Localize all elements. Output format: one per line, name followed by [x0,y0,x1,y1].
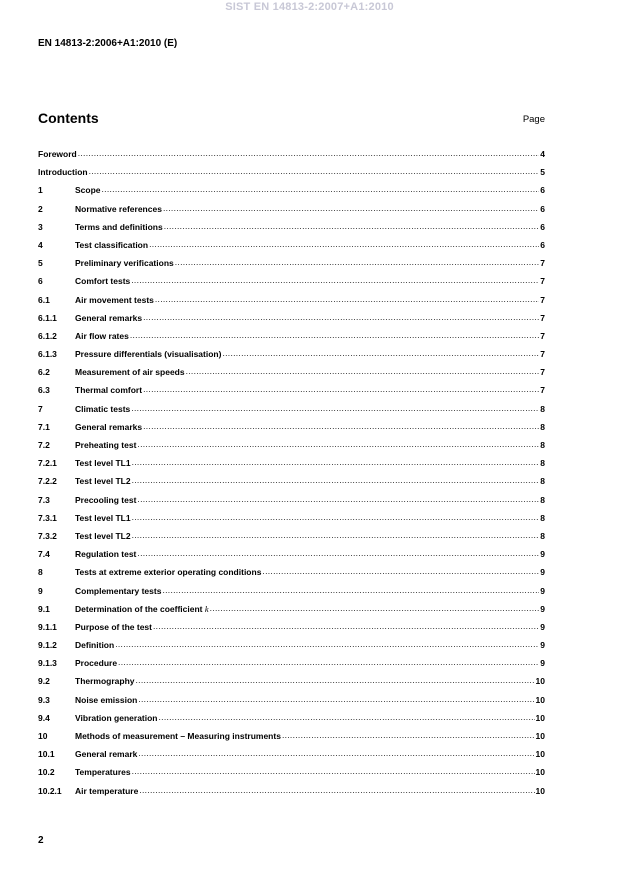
toc-entry[interactable] [38,331,545,349]
toc-section-title [75,476,131,486]
toc-entry[interactable] [38,658,545,676]
page-column-label: Page [522,114,545,125]
toc-title-text: Temperatures [75,767,131,778]
toc-section-title [75,331,129,341]
toc-page-number: 6 [540,185,545,196]
toc-page-number: 8 [540,458,545,469]
toc-section-title [75,531,131,541]
toc-entry[interactable] [38,404,545,422]
toc-section-number: 9.1.1 [38,621,57,632]
toc-section-number: 4 [38,239,43,250]
toc-section-title [75,385,142,395]
toc-section-title [75,713,158,723]
toc-page-number: 9 [540,658,545,669]
toc-page-number: 8 [540,440,545,450]
toc-section-number: 9.3 [38,694,50,705]
toc-section-number: 6.1 [38,294,50,305]
toc-page-number: 8 [540,476,545,487]
toc-dot-leader [131,275,539,285]
toc-title-text: Scope [75,185,101,196]
toc-section-number: 6 [38,276,43,287]
toc-section-title [75,367,185,377]
toc-dot-leader [136,675,535,685]
toc-entry[interactable] [38,531,545,549]
toc-section-title [75,676,135,686]
toc-section-title [75,513,131,523]
toc-page-number: 10 [535,676,545,687]
toc-section-number: 9 [38,585,43,596]
toc-entry[interactable] [38,349,545,367]
toc-entry[interactable] [38,367,545,385]
toc-page-number: 7 [540,258,545,269]
toc-section-number: 7.3.2 [38,530,57,541]
toc-section-number: 1 [38,185,43,196]
toc-title-text: Air movement tests [75,294,154,305]
toc-entry[interactable] [38,676,545,694]
toc-page-number: 9 [540,603,545,614]
toc-page-number: 6 [540,203,545,214]
toc-dot-leader [118,657,539,667]
toc-section-title [75,458,131,468]
toc-dot-leader [186,366,540,376]
toc-entry[interactable] [38,495,545,513]
toc-page-number: 8 [540,403,545,414]
toc-page-number: 7 [540,312,545,323]
toc-dot-leader [153,621,539,631]
toc-title-text: Vibration generation [75,712,158,723]
toc-dot-leader [137,494,539,504]
toc-page-number: 6 [540,239,545,250]
toc-title-text: Test level TL1 [75,512,131,523]
toc-dot-leader [262,566,539,576]
toc-page-number: 10 [535,694,545,705]
toc-page-number: 6 [540,221,545,232]
toc-section-number: 3 [38,221,43,232]
toc-title-text: Purpose of the test [75,621,152,632]
toc-section-number: 7 [38,403,43,414]
toc-title-text: Regulation test [75,549,137,560]
toc-title-text: Measurement of air speeds [75,367,185,378]
toc-page-number: 10 [535,749,545,760]
toc-dot-leader [143,421,539,431]
toc-entry[interactable] [38,149,545,167]
toc-page-number: 7 [540,330,545,341]
toc-section-title [75,258,174,268]
toc-section-title [75,185,101,195]
toc-title-text: Test level TL2 [75,530,131,541]
toc-dot-leader [132,457,540,467]
toc-entry[interactable] [38,385,545,403]
toc-section-number: 7.1 [38,421,50,432]
toc-section-title [75,404,130,414]
toc-section-title [38,149,77,159]
toc-section-title [75,731,281,741]
toc-dot-leader [78,148,540,158]
toc-entry[interactable] [38,476,545,494]
toc-dot-leader [137,548,539,558]
toc-page-number: 9 [540,621,545,632]
toc-entry[interactable] [38,295,545,313]
toc-entry[interactable] [38,204,545,222]
toc-section-title [75,313,142,323]
toc-title-text: Thermal comfort [75,385,143,396]
toc-dot-leader [149,239,539,249]
toc-title-text: Climatic tests [75,403,131,414]
toc-page-number: 8 [540,530,545,541]
toc-dot-leader [162,585,539,595]
toc-title-text: Test level TL1 [75,458,131,469]
toc-entry[interactable] [38,695,545,713]
toc-title-text: Pressure differentials (visualisation) [75,349,222,360]
toc-dot-leader [143,384,539,394]
toc-section-title [75,567,261,577]
toc-section-number: 10.2.1 [38,785,62,796]
toc-title-text: Thermography [75,676,135,687]
toc-dot-leader [137,439,539,449]
toc-section-number: 7.2.1 [38,458,57,469]
toc-dot-leader [159,712,535,722]
toc-title-text: Introduction [38,167,88,178]
toc-section-number: 6.3 [38,385,50,396]
toc-section-title [75,604,209,614]
toc-title-text: General remark [75,749,138,760]
toc-dot-leader [138,748,534,758]
toc-section-number: 9.1.3 [38,658,57,669]
toc-title-text: Test classification [75,239,149,250]
toc-page-number: 8 [540,512,545,523]
toc-page-number: 5 [540,167,545,178]
toc-title-text: Comfort tests [75,276,131,287]
toc-section-title [75,422,142,432]
toc-page-number: 9 [540,549,545,560]
toc-page-number: 8 [540,494,545,505]
toc-dot-leader [163,203,539,213]
toc-section-title [75,695,137,705]
page-number: 2 [38,835,44,846]
toc-dot-leader [282,730,535,740]
toc-title-text: Definition [75,640,115,651]
toc-entry[interactable] [38,422,545,440]
toc-section-number: 8 [38,567,43,578]
toc-section-title [75,295,154,305]
toc-section-number: 6.1.2 [38,330,57,341]
toc-entry[interactable] [38,767,545,785]
toc-section-title [75,586,161,596]
toc-entry[interactable] [38,240,545,258]
toc-dot-leader [155,294,539,304]
toc-title-text: General remarks [75,421,143,432]
toc-section-title [75,640,114,650]
toc-dot-leader [139,785,534,795]
toc-section-number: 7.2.2 [38,476,57,487]
toc-section-number: 10.1 [38,749,55,760]
toc-title-text: Preliminary verifications [75,258,174,269]
toc-section-title [75,349,221,359]
toc-page-number: 9 [540,640,545,651]
toc-section-title [38,167,88,177]
toc-page-number: 7 [540,385,545,396]
toc-title-text: Terms and definitions [75,221,163,232]
toc-page-number: 10 [535,785,545,796]
toc-section-title [75,204,162,214]
watermark: SIST EN 14813-2:2007+A1:2010 [225,1,394,13]
toc-dot-leader [130,330,539,340]
toc-page-number: 9 [540,567,545,578]
toc-entry[interactable] [38,604,545,622]
toc-entry[interactable] [38,458,545,476]
toc-title-text: Complementary tests [75,585,162,596]
toc-dot-leader [132,766,535,776]
toc-entry[interactable] [38,640,545,658]
toc-title-text: General remarks [75,312,143,323]
toc-page-number: 8 [540,421,545,432]
toc-title-text: Air flow rates [75,330,129,341]
toc-dot-leader [210,603,540,613]
toc-page-number: 9 [540,585,545,596]
toc-entry[interactable] [38,167,545,185]
toc-section-title [75,549,136,559]
toc-title-text: Procedure [75,658,118,669]
toc-section-number: 6.1.1 [38,312,57,323]
document-id: EN 14813-2:2006+A1:2010 (E) [38,38,178,49]
toc-entry[interactable] [38,713,545,731]
toc-section-title [75,440,136,450]
toc-section-title [75,786,138,796]
toc-title-text: Determination of the coefficient [75,603,205,614]
toc-entry[interactable] [38,313,545,331]
toc-page-number: 7 [540,367,545,378]
toc-dot-leader [175,257,540,267]
toc-entry[interactable] [38,786,545,804]
toc-section-number: 7.3 [38,494,50,505]
toc-entry[interactable] [38,749,545,767]
toc-section-number: 6.1.3 [38,349,57,360]
toc-title-text: Tests at extreme exterior operating conditions [75,567,262,578]
toc-section-number: 7.3.1 [38,512,57,523]
toc-section-number: 9.1.2 [38,640,57,651]
toc-section-title [75,658,117,668]
toc-dot-leader [131,403,539,413]
toc-dot-leader [132,475,540,485]
toc-entry[interactable] [38,222,545,240]
toc-entry[interactable] [38,185,545,203]
toc-entry[interactable] [38,258,545,276]
toc-dot-leader [222,348,539,358]
toc-section-number: 7.4 [38,549,50,560]
toc-page-number: 10 [535,767,545,778]
toc-dot-leader [138,694,534,704]
toc-section-title [75,622,152,632]
toc-section-number: 9.4 [38,712,50,723]
toc-page-number: 10 [535,731,545,741]
toc-dot-leader [102,184,540,194]
toc-dot-leader [143,312,539,322]
toc-section-number: 10.2 [38,767,55,778]
toc-title-text: Noise emission [75,694,138,705]
table-of-contents [38,149,545,804]
toc-entry[interactable] [38,440,545,458]
toc-entry[interactable] [38,567,545,585]
toc-dot-leader [115,639,539,649]
toc-section-number: 9.1 [38,603,50,614]
toc-title-text: Methods of measurement – Measuring instruments [75,731,281,741]
toc-section-title [75,240,148,250]
toc-section-number: 7.2 [38,440,50,450]
toc-section-title [75,767,131,777]
contents-title: Contents [38,110,99,126]
toc-entry[interactable] [38,276,545,294]
toc-dot-leader [132,530,540,540]
toc-page-number: 4 [540,149,545,159]
toc-title-text: Normative references [75,203,162,214]
toc-entry[interactable] [38,549,545,567]
toc-entry[interactable] [38,586,545,604]
toc-page-number: 10 [535,712,545,723]
toc-section-number: 5 [38,258,43,269]
toc-entry[interactable] [38,513,545,531]
toc-section-title [75,495,136,505]
toc-dot-leader [164,221,540,231]
toc-entry[interactable] [38,622,545,640]
toc-page-number: 7 [540,294,545,305]
toc-section-number: 10 [38,731,48,741]
toc-page-number: 7 [540,349,545,360]
toc-title-text: Air temperature [75,785,139,796]
toc-section-title [75,749,137,759]
toc-title-text: Precooling test [75,494,137,505]
toc-title-text: Preheating test [75,440,137,450]
toc-section-title [75,276,130,286]
toc-entry[interactable] [38,731,545,749]
toc-title-text: Foreword [38,149,77,159]
toc-dot-leader [89,166,540,176]
toc-title-text: Test level TL2 [75,476,131,487]
toc-dot-leader [132,512,540,522]
toc-page-number: 7 [540,276,545,287]
toc-section-number: 6.2 [38,367,50,378]
toc-title-symbol: k [204,603,209,614]
toc-section-number: 2 [38,203,43,214]
toc-section-title [75,222,163,232]
toc-section-number: 9.2 [38,676,50,687]
